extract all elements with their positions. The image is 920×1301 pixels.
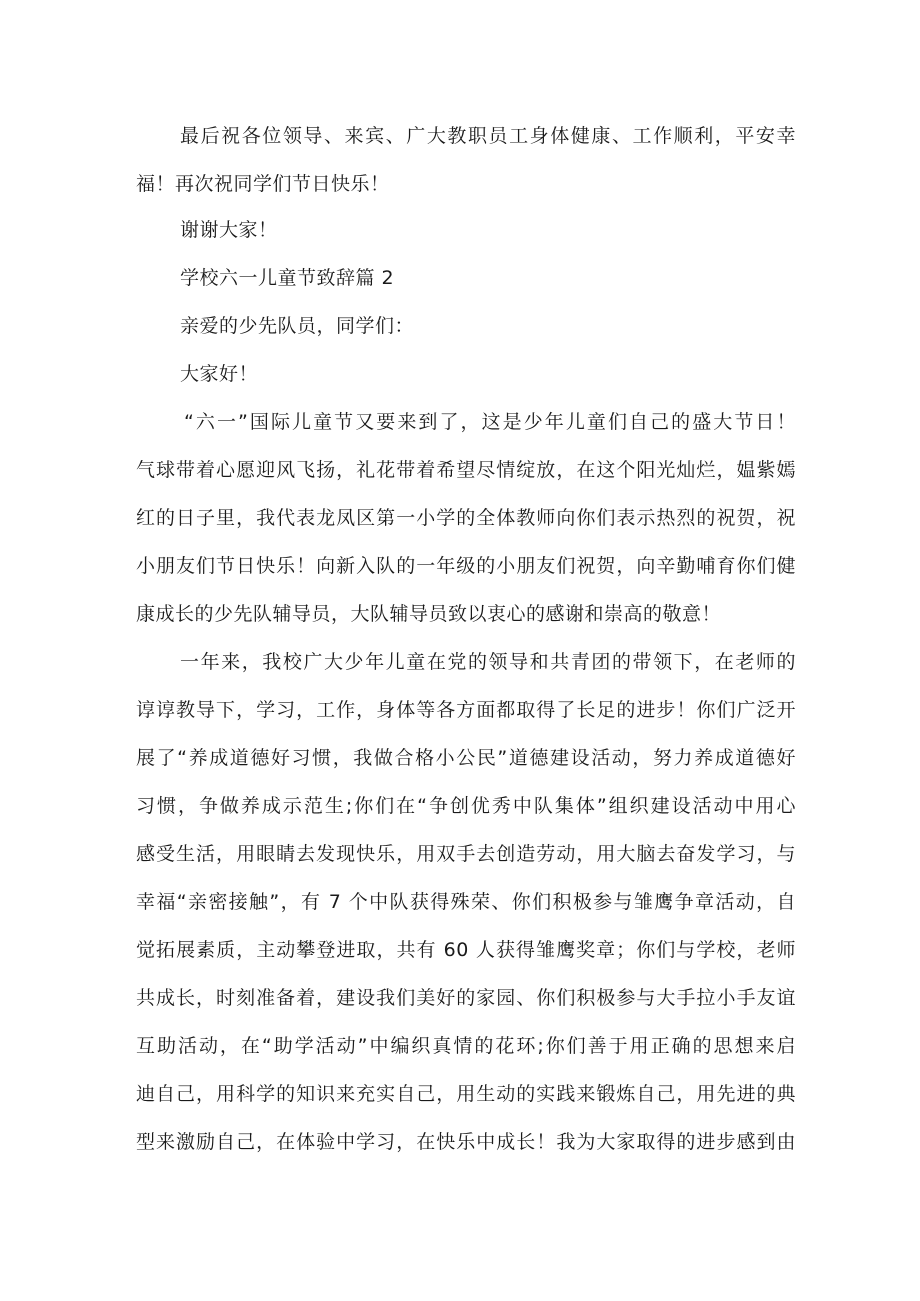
paragraph-line: 最后祝各位领导、来宾、广大教职员工身体健康、工作顺利，平安幸: [180, 125, 796, 147]
paragraph-line: 红的日子里，我代表龙凤区第一小学的全体教师向你们表示热烈的祝贺，祝: [136, 507, 796, 529]
paragraph-line: 习惯，争做养成示范生;你们在“争创优秀中队集体”组织建设活动中用心: [136, 795, 796, 817]
paragraph-line: 型来激励自己，在体验中学习，在快乐中成长！我为大家取得的进步感到由: [136, 1131, 796, 1153]
paragraph-line: 气球带着心愿迎风飞扬，礼花带着希望尽情绽放，在这个阳光灿烂，媪紫嫣: [136, 459, 796, 481]
paragraph-line: 感受生活，用眼睛去发现快乐，用双手去创造劳动，用大脑去奋发学习，与: [136, 843, 796, 865]
paragraph-line: 迪自己，用科学的知识来充实自己，用生动的实践来锻炼自己，用先进的典: [136, 1083, 796, 1105]
paragraph-line: 觉拓展素质，主动攀登进取，共有 60 人获得雏鹰奖章；你们与学校，老师: [136, 939, 796, 961]
paragraph-line: 幸福“亲密接触”，有 7 个中队获得殊荣、你们积极参与雏鹰争章活动，自: [136, 891, 796, 913]
paragraph-line: 一年来，我校广大少年儿童在党的领导和共青团的带领下，在老师的: [180, 651, 796, 673]
paragraph-line: 谆谆教导下，学习，工作，身体等各方面都取得了长足的进步！你们广泛开: [136, 699, 796, 721]
section-heading: 学校六一儿童节致辞篇 2: [180, 267, 395, 289]
paragraph-line: 互助活动，在“助学活动”中编织真情的花环;你们善于用正确的思想来启: [136, 1035, 796, 1057]
paragraph-line: 康成长的少先队辅导员，大队辅导员致以衷心的感谢和崇高的敬意！: [136, 603, 722, 625]
paragraph-line: 福！再次祝同学们节日快乐！: [136, 173, 390, 195]
paragraph-line: 展了“养成道德好习惯，我做合格小公民”道德建设活动，努力养成道德好: [136, 747, 796, 769]
paragraph-line: 谢谢大家！: [180, 219, 278, 241]
greeting-line: 大家好！: [180, 363, 259, 385]
salutation-line: 亲爱的少先队员，同学们：: [180, 315, 415, 337]
paragraph-line: 共成长，时刻准备着，建设我们美好的家园、你们积极参与大手拉小手友谊: [136, 987, 796, 1009]
paragraph-line: 小朋友们节日快乐！向新入队的一年级的小朋友们祝贺，向辛勤哺育你们健: [136, 555, 796, 577]
paragraph-line: “六一”国际儿童节又要来到了，这是少年儿童们自己的盛大节日！: [184, 411, 796, 433]
